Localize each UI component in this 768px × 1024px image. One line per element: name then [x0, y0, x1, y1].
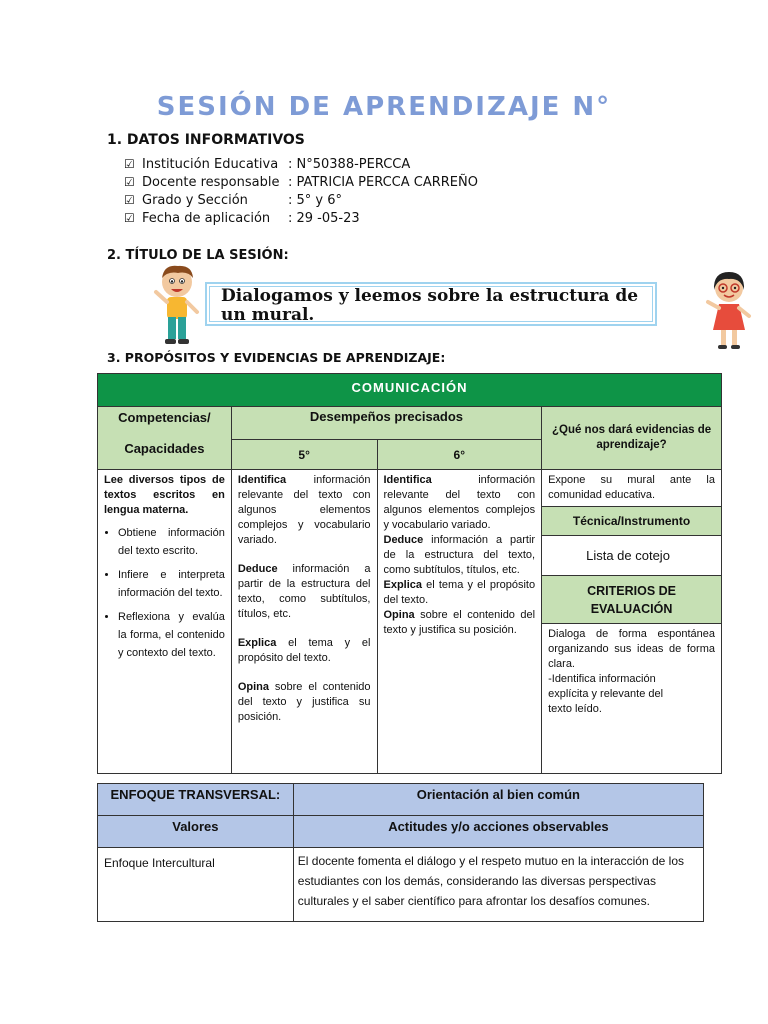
info-row — [124, 173, 478, 191]
checkbox-checked-icon: ☑ — [124, 157, 135, 171]
valores-header: Valores — [98, 816, 294, 848]
actitud-text: El docente fomenta el diálogo y el respeto mutuo en la interacción de los estudiantes con los demás, considerando las diversas perspectivas culturales y el saber científico para afrontar los desafíos comunes. — [293, 848, 703, 922]
info-value: : PATRICIA PERCCA CARREÑO — [288, 174, 478, 190]
capacidad-item: • Obtiene información del texto escrito. — [118, 524, 225, 560]
document-title: SESIÓN DE APRENDIZAJE N° — [156, 92, 612, 122]
capacidad-item: • Infiere e interpreta información del texto. — [118, 566, 225, 602]
info-row — [124, 191, 478, 209]
criterios-cell: Dialoga de forma espontánea organizando sus ideas de forma clara. -Identifica información explícita y relevante del texto leído. — [542, 624, 722, 774]
competencia-text: Lee diversos tipos de textos escritos en lengua materna. — [104, 474, 225, 516]
checkbox-checked-icon: ☑ — [124, 193, 135, 207]
info-value: : 29 -05-23 — [288, 210, 360, 226]
info-list — [124, 155, 478, 227]
grade-6-header: 6° — [377, 440, 542, 470]
enfoque-orientacion: Orientación al bien común — [293, 784, 703, 816]
session-title-box — [205, 282, 657, 326]
grade-5-header: 5° — [231, 440, 377, 470]
info-label: Grado y Sección — [142, 192, 248, 208]
section-heading-datos: 1. DATOS INFORMATIVOS — [107, 132, 305, 148]
info-label: Docente responsable — [142, 174, 280, 190]
checkbox-checked-icon: ☑ — [124, 211, 135, 225]
competencia-cell — [98, 470, 232, 774]
info-value: : N°50388-PERCCA — [288, 156, 411, 172]
evidencias-header: ¿Qué nos dará evidencias de aprendizaje? — [542, 407, 722, 470]
tecnica-header: Técnica/Instrumento — [542, 507, 722, 536]
info-row — [124, 155, 478, 173]
enfoque-name: Enfoque Intercultural — [98, 848, 294, 922]
desempenos-6-cell: Identifica información relevante del texto con algunos elementos complejos y vocabulario variado. Deduce información a partir de la estructura del texto, como subtítulos, títulos, etc. Explica el tema y el propósito del texto. Opina sobre el contenido del texto y justifica su posición. — [377, 470, 542, 774]
info-label: Institución Educativa — [142, 156, 279, 172]
propositos-table — [97, 373, 722, 774]
enfoque-table — [97, 783, 704, 922]
section-heading-propositos: 3. PROPÓSITOS Y EVIDENCIAS DE APRENDIZAJE: — [107, 350, 446, 365]
criterios-header: CRITERIOS DE EVALUACIÓN — [542, 576, 722, 624]
info-label: Fecha de aplicación — [142, 210, 271, 226]
tecnica-value: Lista de cotejo — [542, 536, 722, 576]
evidencia-cell: Expone su mural ante la comunidad educativa. — [542, 470, 722, 507]
session-title: Dialogamos y leemos sobre la estructura de un mural. — [221, 286, 639, 325]
capacidad-item: • Reflexiona y evalúa la forma, el contenido y contexto del texto. — [118, 608, 225, 662]
enfoque-transversal-header: ENFOQUE TRANSVERSAL: — [98, 784, 294, 816]
section-heading-titulo: 2. TÍTULO DE LA SESIÓN: — [107, 248, 289, 263]
actitudes-header: Actitudes y/o acciones observables — [293, 816, 703, 848]
girl-illustration — [705, 268, 753, 352]
area-header: COMUNICACIÓN — [98, 374, 722, 407]
info-row — [124, 209, 478, 227]
competencias-header: Competencias/ Capacidades — [98, 407, 232, 470]
desempenos-5-cell: Identifica información relevante del texto con algunos elementos complejos y vocabulario variado. Deduce información a partir de la estructura del texto, como subtítulos, títulos, etc. Explica el tema y el propósito del texto. Opina sobre el contenido del texto y justifica su posición. — [231, 470, 377, 774]
checkbox-checked-icon: ☑ — [124, 175, 135, 189]
info-value: : 5° y 6° — [288, 192, 343, 208]
boy-illustration — [150, 262, 204, 348]
desempenos-header: Desempeños precisados — [231, 407, 541, 440]
